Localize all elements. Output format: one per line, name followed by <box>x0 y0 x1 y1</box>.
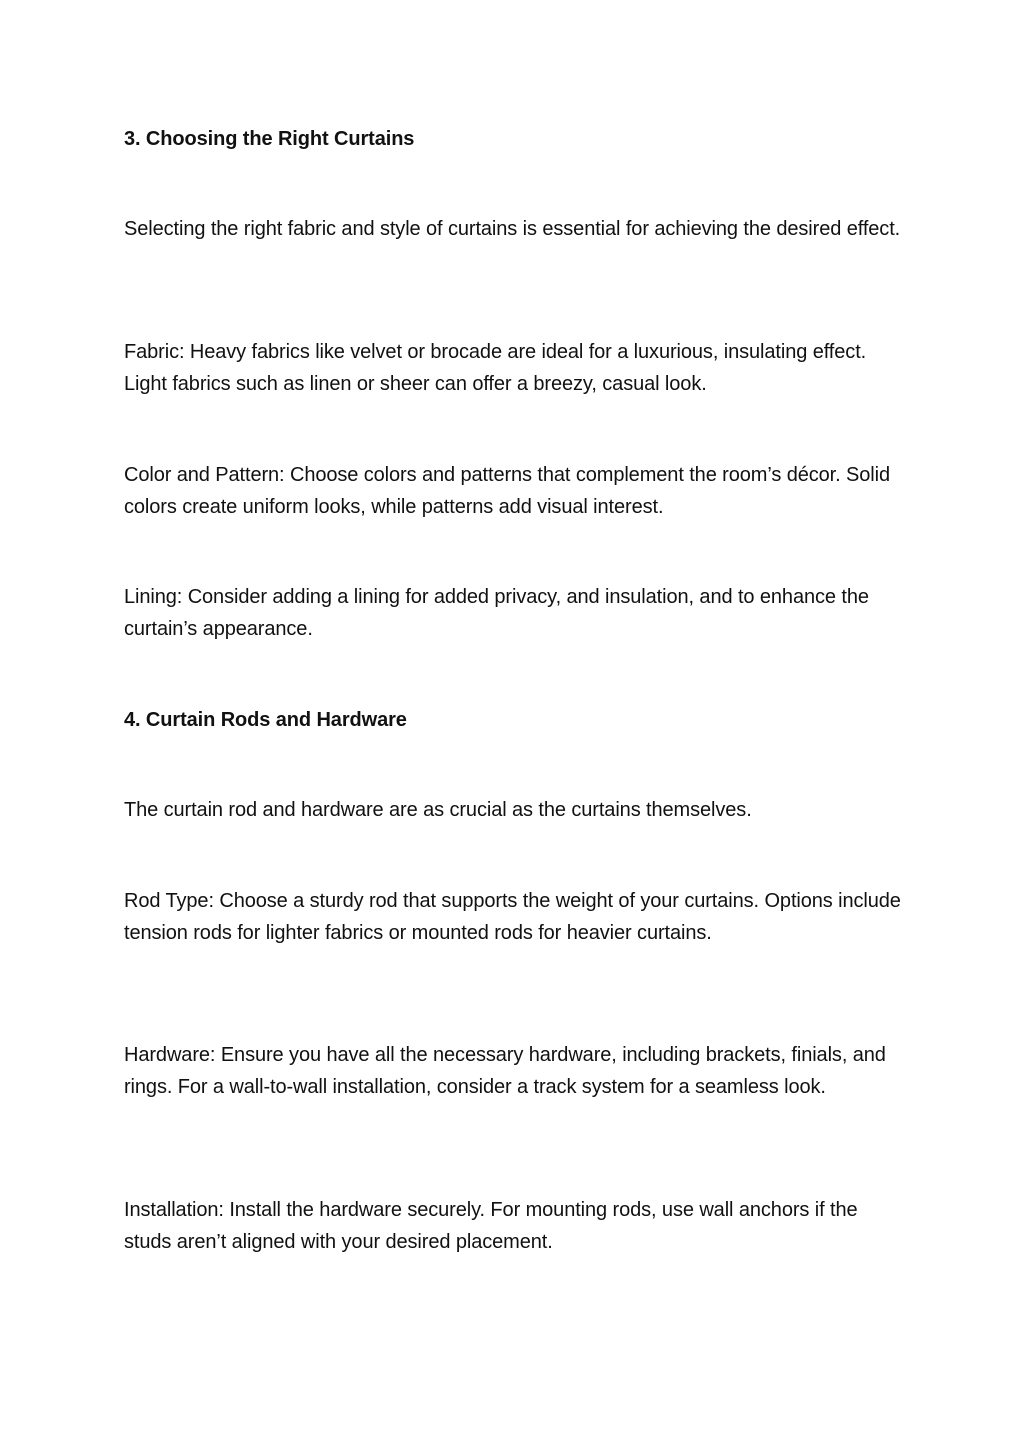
lining-paragraph: Lining: Consider adding a lining for added privacy, and insulation, and to enhance the curtain’s appearance. <box>124 586 869 640</box>
section-4-intro-paragraph: The curtain rod and hardware are as crucial as the curtains themselves. <box>124 799 752 821</box>
hardware-paragraph: Hardware: Ensure you have all the necessary hardware, including brackets, finials, and rings. For a wall-to-wall installation, consider a track system for a seamless look. <box>124 1044 886 1098</box>
section-4-heading: 4. Curtain Rods and Hardware <box>124 709 407 731</box>
section-3-heading: 3. Choosing the Right Curtains <box>124 128 415 150</box>
section-3-intro-paragraph: Selecting the right fabric and style of curtains is essential for achieving the desired effect. <box>124 218 901 240</box>
color-pattern-paragraph: Color and Pattern: Choose colors and patterns that complement the room’s décor. Solid colors create uniform looks, while patterns add visual interest. <box>124 464 891 518</box>
rod-type-paragraph: Rod Type: Choose a sturdy rod that supports the weight of your curtains. Options include tension rods for lighter fabrics or mounted rods for heavier curtains. <box>124 890 901 944</box>
installation-paragraph: Installation: Install the hardware securely. For mounting rods, use wall anchors if the studs aren’t aligned with your desired placement. <box>124 1199 858 1253</box>
fabric-paragraph: Fabric: Heavy fabrics like velvet or brocade are ideal for a luxurious, insulating effect. Light fabrics such as linen or sheer can offer a breezy, casual look. <box>124 341 867 395</box>
